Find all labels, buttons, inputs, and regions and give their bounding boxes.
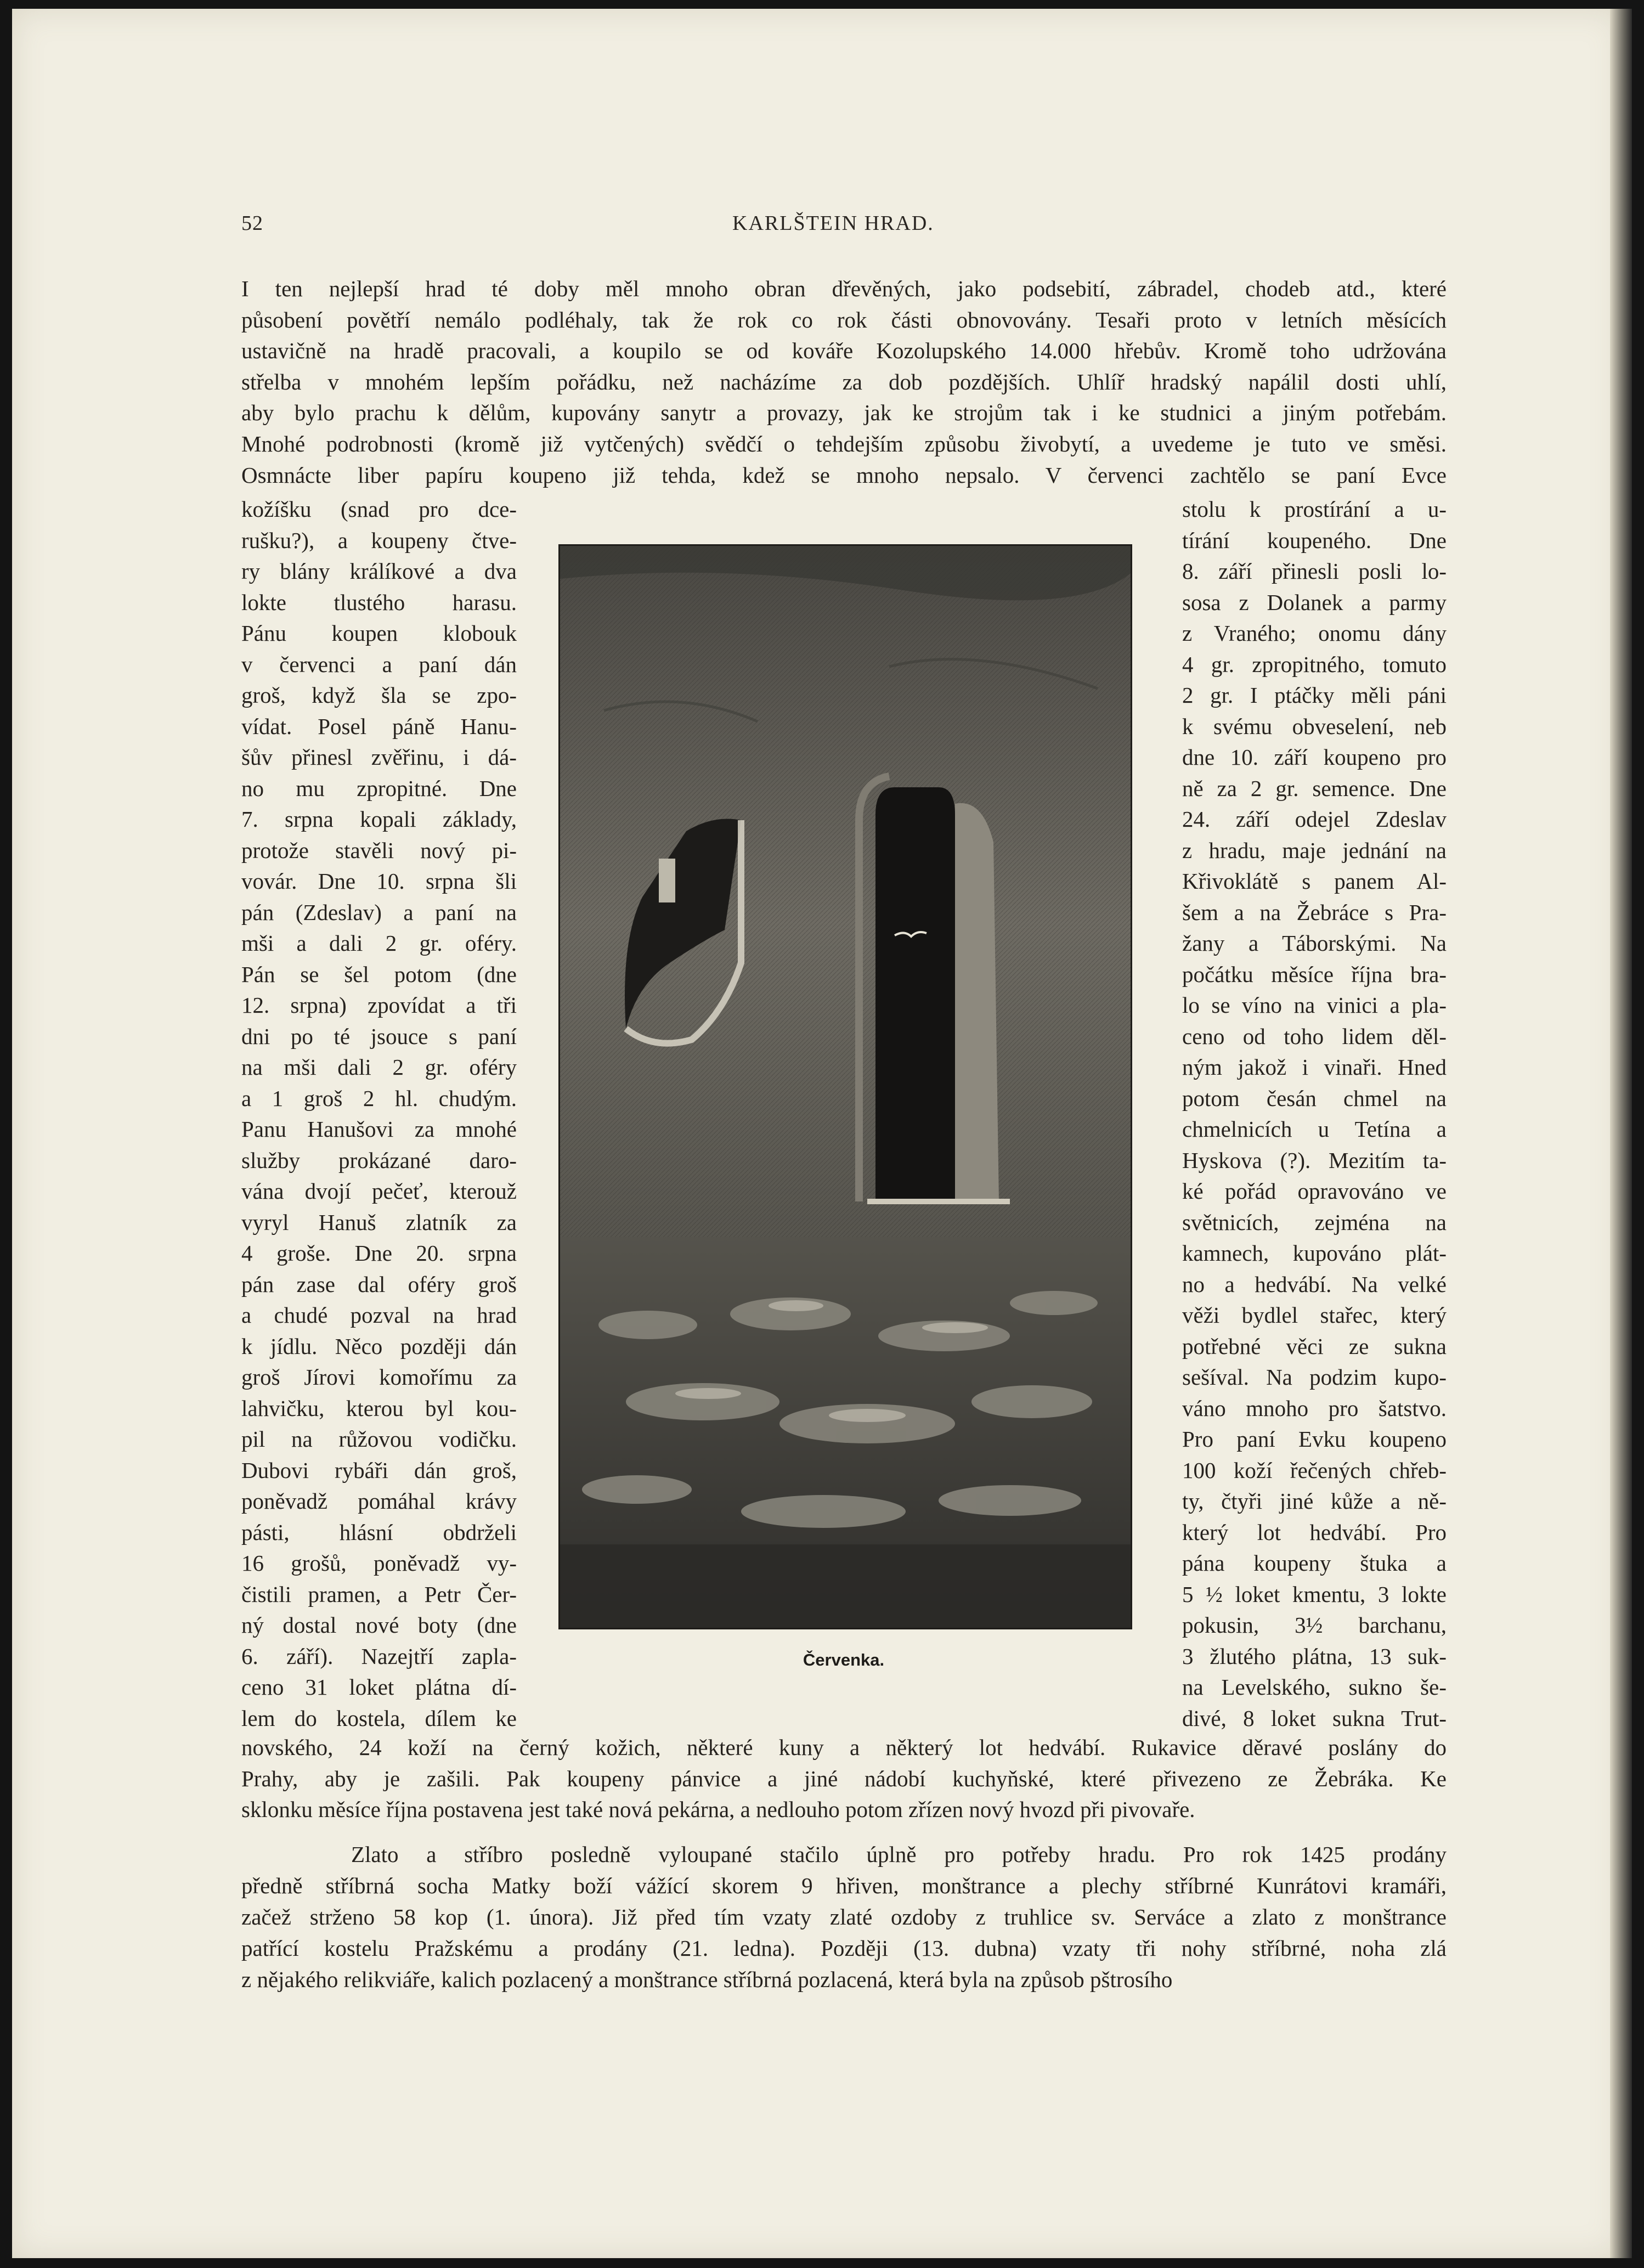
text-line: 4 groše. Dne 20. srpna xyxy=(241,1240,517,1266)
text-line: potom česán chmel na xyxy=(1182,1085,1447,1111)
text-line: pán (Zdeslav) a paní na xyxy=(241,899,517,925)
text-line: 16 grošů, poněvadž vy- xyxy=(241,1550,517,1576)
text-line: Hyskova (?). Mezitím ta- xyxy=(1182,1147,1447,1173)
text-line: 8. září přinesli posli lo- xyxy=(1182,558,1447,584)
text-line: z nějakého relikviáře, kalich pozlacený a monštrance stříbrná pozlacená, která byla na způsob pštrosího xyxy=(241,1967,1173,1992)
text-line: Osmnácte liber papíru koupeno již tehda, kdež se mnoho nepsalo. V červenci zachtělo se paní Evce xyxy=(241,462,1447,488)
text-line: ným jakož i vinaři. Hned xyxy=(1182,1054,1447,1080)
text-line: groš, když šla se zpo- xyxy=(241,682,517,708)
text-line: Zlato a stříbro posledně vyloupané stačilo úplně pro potřeby hradu. Pro rok 1425 prodány xyxy=(351,1842,1447,1867)
text-line: Křivoklátě s panem Al- xyxy=(1182,868,1447,894)
text-line: a 1 groš 2 hl. chudým. xyxy=(241,1085,517,1111)
text-line: na Levelského, sukno še- xyxy=(1182,1674,1447,1700)
text-line: z hradu, maje jednání na xyxy=(1182,837,1447,863)
text-line: 12. srpna) zpovídat a tři xyxy=(241,992,517,1018)
text-line: počátku měsíce října bra- xyxy=(1182,961,1447,987)
text-line: no a hedvábí. Na velké xyxy=(1182,1271,1447,1297)
text-line: který lot hedvábí. Pro xyxy=(1182,1519,1447,1545)
text-line: pána koupeny štuka a xyxy=(1182,1550,1447,1576)
page-number: 52 xyxy=(241,212,263,235)
left-column-text xyxy=(241,494,517,1734)
text-line: poněvadž pomáhal krávy xyxy=(241,1488,517,1514)
text-line: vána dvojí pečeť, kterouž xyxy=(241,1178,517,1204)
page-edge-shadow xyxy=(1610,9,1632,2258)
text-line: předně stříbrná socha Matky boží vážící skorem 9 hřiven, monštrance a plechy stříbrné Kunrátovi kramáři, xyxy=(241,1873,1447,1898)
text-line: pil na růžovou vodičku. xyxy=(241,1426,517,1452)
text-line: ceno 31 loket plátna dí- xyxy=(241,1674,517,1700)
text-line: pán zase dal oféry groš xyxy=(241,1271,517,1297)
text-line: z Vraného; onomu dány xyxy=(1182,620,1447,646)
text-line: Mnohé podrobnosti (kromě již vytčených) svědčí o tehdejším způsobu živobytí, a uvedeme je tuto ve směsi. xyxy=(241,431,1447,456)
text-line: 4 gr. zpropitného, tomuto xyxy=(1182,651,1447,677)
text-line: působení povětří nemálo podléhaly, tak že rok co rok části obnovovány. Tesaři proto v letních měsících xyxy=(241,307,1447,332)
text-line: groš Jírovi komořímu za xyxy=(241,1364,517,1390)
text-line: vovár. Dne 10. srpna šli xyxy=(241,868,517,894)
text-line: tírání koupeného. Dne xyxy=(1182,527,1447,553)
text-line: začež strženo 58 kop (1. února). Již před tím vzaty zlaté ozdoby z truhlice sv. Serváce a zlato z monštrance xyxy=(241,1904,1447,1930)
text-line: no mu zpropitné. Dne xyxy=(241,775,517,801)
text-line: mši a dali 2 gr. oféry. xyxy=(241,930,517,956)
text-line: Pán se šel potom (dne xyxy=(241,961,517,987)
text-line: pásti, hlásní obdrželi xyxy=(241,1519,517,1545)
text-line: Dubovi rybáři dán groš, xyxy=(241,1457,517,1483)
text-line: vyryl Hanuš zlatník za xyxy=(241,1209,517,1235)
text-line: 24. září odejel Zdeslav xyxy=(1182,806,1447,832)
text-line: 3 žlutého plátna, 13 suk- xyxy=(1182,1643,1447,1669)
text-line: Prahy, aby je zašili. Pak koupeny pánvice a jiné nádobí kuchyňské, které přivezeno ze Žebráka. Ke xyxy=(241,1765,1447,1791)
text-line: ty, čtyři jiné kůže a ně- xyxy=(1182,1488,1447,1514)
text-line: služby prokázané daro- xyxy=(241,1147,517,1173)
text-line: aby bylo prachu k dělům, kupovány sanytr a provazy, jak ke strojům tak i ke studnici a jiným potřebám. xyxy=(241,400,1447,426)
text-line: čistili pramen, a Petr Čer- xyxy=(241,1581,517,1607)
second-paragraph xyxy=(241,1839,1447,1995)
text-line: protože stavěli nový pi- xyxy=(241,837,517,863)
text-line: žany a Táborskými. Na xyxy=(1182,930,1447,956)
text-line: ustavičně na hradě pracovali, a koupilo se od kováře Kozolupského 14.000 hřebův. Kromě toho udržována xyxy=(241,338,1447,364)
text-line: střelba v mnohém lepším pořádku, než nacházíme za dob pozdějších. Uhlíř hradský napálil dosti uhlí, xyxy=(241,369,1447,394)
text-line: Pánu koupen klobouk xyxy=(241,620,517,646)
text-line: rušku?), a koupeny čtve- xyxy=(241,527,517,553)
text-line: věži bydlel stařec, který xyxy=(1182,1302,1447,1328)
engraving-icon xyxy=(560,546,1131,1628)
text-line: patřící kostelu Pražskému a prodány (21. ledna). Později (13. dubna) vzaty tři nohy stříbrné, noha zlá xyxy=(241,1936,1447,1961)
text-line: 5 ½ loket kmentu, 3 lokte xyxy=(1182,1581,1447,1607)
figure-caption: Červenka. xyxy=(803,1650,885,1669)
text-line: kamnech, kupováno plát- xyxy=(1182,1240,1447,1266)
text-line: lahvičku, kterou byl kou- xyxy=(241,1395,517,1421)
text-line: chmelnicích u Tetína a xyxy=(1182,1116,1447,1142)
text-line: stolu k prostírání a u- xyxy=(1182,497,1447,522)
text-line: k svému obveselení, neb xyxy=(1182,713,1447,739)
text-line: ry blány králíkové a dva xyxy=(241,558,517,584)
text-line: 2 gr. I ptáčky měli páni xyxy=(1182,682,1447,708)
text-line: 7. srpna kopali základy, xyxy=(241,806,517,832)
text-line: lokte tlustého harasu. xyxy=(241,589,517,615)
intro-paragraph xyxy=(241,273,1447,490)
text-line: novského, 24 koží na černý kožich, některé kuny a některý lot hedvábí. Rukavice děravé poslány do xyxy=(241,1735,1447,1760)
text-line: sešíval. Na podzim kupo- xyxy=(1182,1364,1447,1390)
text-line: ceno od toho lidem děl- xyxy=(1182,1023,1447,1049)
text-line: váno mnoho pro šatstvo. xyxy=(1182,1395,1447,1421)
text-line: ný dostal nové boty (dne xyxy=(241,1612,517,1638)
text-line: ně za 2 gr. semence. Dne xyxy=(1182,775,1447,801)
text-line: dni po té jsouce s paní xyxy=(241,1023,517,1049)
text-line: potřebné věci ze sukna xyxy=(1182,1333,1447,1359)
illustration-cervenka xyxy=(558,544,1132,1629)
text-line: sosa z Dolanek a parmy xyxy=(1182,589,1447,615)
text-line: šem a na Žebráce s Pra- xyxy=(1182,899,1447,925)
text-line: Panu Hanušovi za mnohé xyxy=(241,1116,517,1142)
text-line: světnicích, zejména na xyxy=(1182,1209,1447,1235)
text-line: 6. září). Nazejtří zapla- xyxy=(241,1643,517,1669)
text-line: vídat. Posel páně Hanu- xyxy=(241,713,517,739)
text-line: lo se víno na vinici a pla- xyxy=(1182,992,1447,1018)
text-line: dne 10. září koupeno pro xyxy=(1182,744,1447,770)
text-line: kožíšku (snad pro dce- xyxy=(241,497,517,522)
text-line: a chudé pozval na hrad xyxy=(241,1302,517,1328)
text-line: šův přinesl zvěřinu, i dá- xyxy=(241,744,517,770)
text-line: divé, 8 loket sukna Trut- xyxy=(1182,1705,1447,1731)
text-line: v červenci a paní dán xyxy=(241,651,517,677)
text-line: Pro paní Evku koupeno xyxy=(1182,1426,1447,1452)
text-line: lem do kostela, dílem ke xyxy=(241,1705,517,1731)
text-line: pokusin, 3½ barchanu, xyxy=(1182,1612,1447,1638)
continuation-paragraph xyxy=(241,1732,1447,1825)
right-column-text xyxy=(1182,494,1447,1734)
text-line: sklonku měsíce října postavena jest také nová pekárna, a nedlouho potom zřízen nový hvozd při pivovaře. xyxy=(241,1797,1195,1823)
text-line: 100 koží řečených chřeb- xyxy=(1182,1457,1447,1483)
text-line: na mši dali 2 gr. oféry xyxy=(241,1054,517,1080)
text-line: k jídlu. Něco později dán xyxy=(241,1333,517,1359)
text-line: I ten nejlepší hrad té doby měl mnoho obran dřevěných, jako podsebití, zábradel, chodeb atd., které xyxy=(241,276,1447,301)
text-line: ké pořád opravováno ve xyxy=(1182,1178,1447,1204)
running-head: KARLŠTEIN HRAD. xyxy=(732,212,934,235)
